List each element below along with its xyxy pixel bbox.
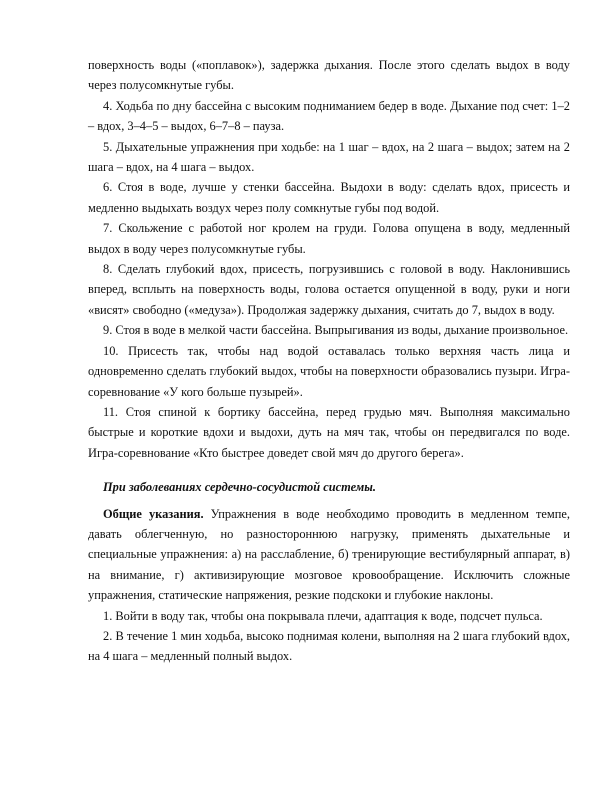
document-page xyxy=(88,55,570,667)
paragraph xyxy=(88,137,570,178)
paragraph-group-2 xyxy=(88,504,570,667)
paragraph-text: 9. Стоя в воде в мелкой части бассейна. Выпрыгивания из воды, дыхание произвольное. xyxy=(103,323,569,338)
paragraph-text: 10. Присесть так, чтобы над водой оставалась только верхняя часть лица и одновременно сделать глубокий выдох, чтобы на поверхности образовались пузыри. Игра-соревнование «У кого больше пузырей». xyxy=(88,343,570,399)
paragraph xyxy=(88,606,570,626)
paragraph-text: 6. Стоя в воде, лучше у стенки бассейна. Выдохи в воду: сделать вдох, присесть и медленно выдыхать воздух через полу сомкнутые губы под водой. xyxy=(88,180,570,215)
paragraph-text: поверхность воды («поплавок»), задержка дыхания. После этого сделать выдох в воду через полусомкнутые губы. xyxy=(88,58,570,93)
paragraph-text: 2. В течение 1 мин ходьба, высоко поднимая колени, выполняя на 2 шага глубокий вдох, на 4 шага – медленный полный выдох. xyxy=(88,628,570,664)
paragraph-text: 1. Войти в воду так, чтобы она покрывала плечи, адаптация к воде, подсчет пульса. xyxy=(103,608,543,623)
paragraph-lead: Общие указания. xyxy=(103,506,204,521)
paragraph-text: 11. Стоя спиной к бортику бассейна, перед грудью мяч. Выполняя максимально быстрые и короткие вдохи и выдохи, дуть на мяч так, чтобы он передвигался по воде. Игра-соревнование «Кто быстрее доведет свой мяч до другого берега». xyxy=(88,404,570,460)
paragraph xyxy=(88,320,570,340)
paragraph-text: Упражнения в воде необходимо проводить в медленном темпе, давать облегченную, но разностороннюю нагрузку, применять дыхательные и специальные упражнения: а) на расслабление, б) тренирующие вестибулярный аппарат, в) на внимание, г) активизирующие мозговое кровообращение. Исключить сложные упражнения, статические напряжения, резкие подскоки и глубокие наклоны. xyxy=(88,506,570,603)
paragraph xyxy=(88,402,570,463)
paragraph xyxy=(88,218,570,259)
section-heading: При заболеваниях сердечно-сосудистой системы. xyxy=(103,480,376,495)
paragraph-text: 4. Ходьба по дну бассейна с высоким подниманием бедер в воде. Дыхание под счет: 1–2 – вдох, 3–4–5 – выдох, 6–7–8 – пауза. xyxy=(88,98,570,134)
paragraph xyxy=(88,177,570,218)
paragraph-group-1 xyxy=(88,55,570,463)
paragraph xyxy=(88,55,570,96)
paragraph xyxy=(88,341,570,402)
paragraph xyxy=(88,504,570,606)
paragraph-text: 8. Сделать глубокий вдох, присесть, погрузившись с головой в воду. Наклонившись вперед, всплыть на поверхность воды, голова остается опущенной в воду, руки и ноги «висят» свободно («медуза»). Продолжая задержку дыхания, считать до 7, выдох в воду. xyxy=(88,262,570,317)
paragraph-text: 5. Дыхательные упражнения при ходьбе: на 1 шаг – вдох, на 2 шага – выдох; затем на 2 шага – вдох, на 4 шага – выдох. xyxy=(88,139,570,175)
paragraph xyxy=(88,259,570,320)
paragraph xyxy=(88,96,570,137)
paragraph xyxy=(88,626,570,667)
paragraph-text: 7. Скольжение с работой ног кролем на груди. Голова опущена в воду, медленный выдох в воду через полусомкнутые губы. xyxy=(88,221,570,256)
